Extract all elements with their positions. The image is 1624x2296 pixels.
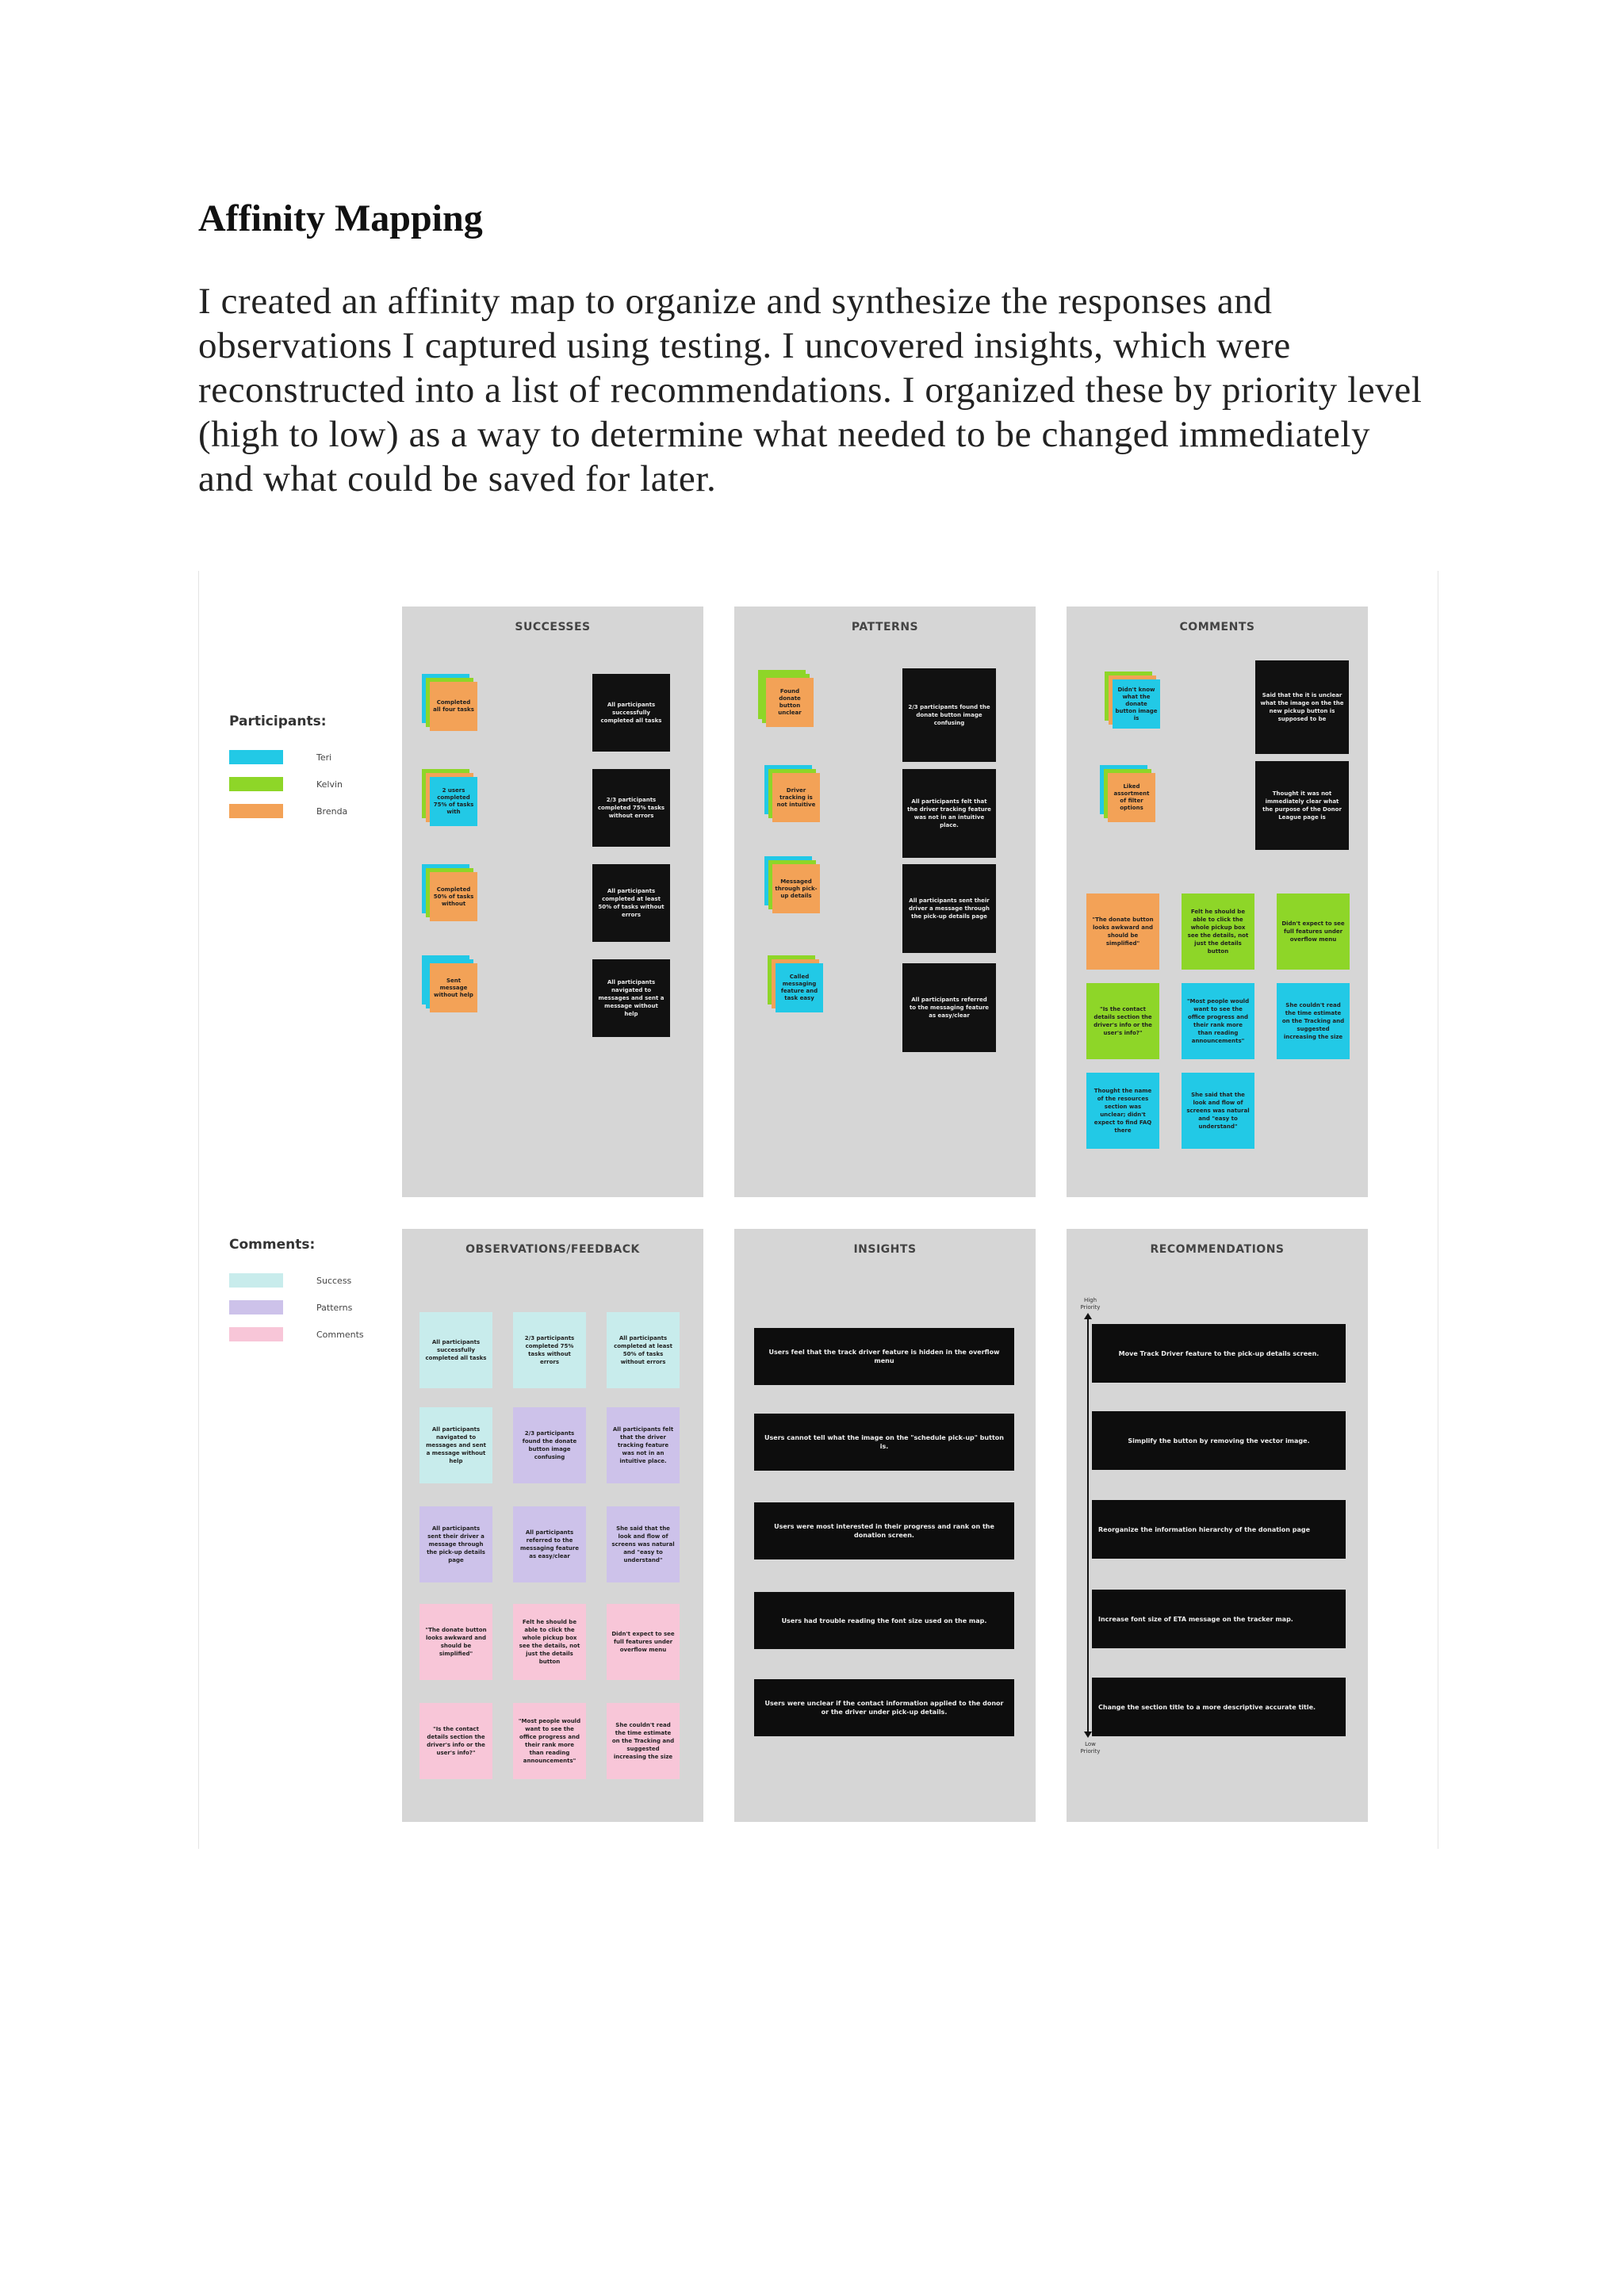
- sticky-stack: [764, 765, 822, 822]
- summary-note: All participants navigated to messages and sent a message without help: [592, 959, 670, 1037]
- legend-label: Teri: [316, 752, 332, 763]
- observation-card: All participants successfully completed all tasks: [419, 1312, 492, 1388]
- sticky-stack: [1100, 765, 1157, 822]
- observation-card: "The donate button looks awkward and should be simplified": [419, 1604, 492, 1680]
- observation-card: "Most people would want to see the office progress and their rank more than reading announcements": [513, 1703, 586, 1779]
- patterns-swatch: [229, 1300, 283, 1314]
- legend-row: [229, 1267, 364, 1294]
- sticky-stack: [768, 955, 825, 1012]
- arrow-up-icon: [1084, 1313, 1092, 1319]
- sticky-stack: [758, 670, 815, 727]
- comment-card: "The donate button looks awkward and should be simplified": [1086, 894, 1159, 970]
- comments-legend-title: Comments:: [229, 1237, 316, 1253]
- sticky-stack: [422, 955, 479, 1012]
- green-swatch: [229, 777, 283, 791]
- summary-note: Thought it was not immediately clear what the purpose of the Donor League page is: [1255, 761, 1349, 850]
- observation-card: "Is the contact details section the driver's info or the user's info?": [419, 1703, 492, 1779]
- comments-legend: [229, 1237, 364, 1348]
- sticky-note: Found donate button unclear: [766, 678, 814, 727]
- successes-panel: [402, 607, 703, 1197]
- comment-card: She couldn't read the time estimate on the Tracking and suggested increasing the size: [1277, 983, 1350, 1059]
- summary-note: All participants completed at least 50% of tasks without errors: [592, 864, 670, 942]
- observation-card: She said that the look and flow of screens was natural and "easy to understand": [607, 1506, 680, 1582]
- insights-panel: [734, 1229, 1036, 1822]
- legend-label: Patterns: [316, 1302, 353, 1313]
- priority-axis: [1087, 1319, 1089, 1732]
- legend-label: Comments: [316, 1329, 364, 1340]
- sticky-note: Liked assortment of filter options: [1108, 773, 1155, 822]
- panel-title: PATTERNS: [851, 621, 919, 633]
- patterns-panel: [734, 607, 1036, 1197]
- recommendation-note: Simplify the button by removing the vector image.: [1092, 1411, 1346, 1470]
- affinity-map-image: [198, 571, 1438, 1849]
- insight-note: Users were unclear if the contact information applied to the donor or the driver under pick-up details.: [754, 1679, 1014, 1736]
- summary-note: All participants sent their driver a message through the pick-up details page: [902, 864, 996, 953]
- comments-swatch: [229, 1327, 283, 1341]
- success-swatch: [229, 1273, 283, 1288]
- insight-note: Users cannot tell what the image on the "schedule pick-up" button is.: [754, 1414, 1014, 1471]
- observation-card: 2/3 participants found the donate button image confusing: [513, 1407, 586, 1483]
- comment-card: Thought the name of the resources section was unclear; didn't expect to find FAQ there: [1086, 1073, 1159, 1149]
- recommendation-note: Change the section title to a more descriptive accurate title.: [1092, 1678, 1346, 1736]
- sticky-stack: [764, 856, 822, 913]
- insight-note: Users were most interested in their progress and rank on the donation screen.: [754, 1502, 1014, 1559]
- sticky-stack: [422, 769, 479, 826]
- observation-card: All participants sent their driver a message through the pick-up details page: [419, 1506, 492, 1582]
- panel-title: INSIGHTS: [853, 1243, 917, 1256]
- summary-note: 2/3 participants found the donate button image confusing: [902, 668, 996, 762]
- observation-card: 2/3 participants completed 75% tasks without errors: [513, 1312, 586, 1388]
- page-title: Affinity Mapping: [198, 197, 483, 239]
- observation-card: All participants felt that the driver tracking feature was not in an intuitive place.: [607, 1407, 680, 1483]
- comments-panel: [1067, 607, 1368, 1197]
- insight-note: Users feel that the track driver feature is hidden in the overflow menu: [754, 1328, 1014, 1385]
- panel-title: RECOMMENDATIONS: [1150, 1243, 1285, 1256]
- panel-title: SUCCESSES: [515, 621, 591, 633]
- comment-card: "Most people would want to see the office progress and their rank more than reading announcements": [1182, 983, 1254, 1059]
- legend-row: [229, 1321, 364, 1348]
- sticky-note: Completed 50% of tasks without: [430, 872, 477, 921]
- insight-note: Users had trouble reading the font size used on the map.: [754, 1592, 1014, 1649]
- summary-note: All participants referred to the messaging feature as easy/clear: [902, 963, 996, 1052]
- legend-row: [229, 771, 347, 798]
- participants-legend: [229, 714, 347, 825]
- sticky-stack: [422, 674, 479, 731]
- sticky-note: Sent message without help: [430, 963, 477, 1012]
- legend-row: [229, 1294, 364, 1321]
- participants-legend-title: Participants:: [229, 714, 327, 729]
- sticky-note: Called messaging feature and task easy: [776, 963, 823, 1012]
- legend-label: Brenda: [316, 806, 348, 817]
- sticky-note: Driver tracking is not intuitive: [772, 773, 820, 822]
- recommendation-note: Reorganize the information hierarchy of the donation page: [1092, 1500, 1346, 1559]
- high-priority-label: High Priority: [1080, 1297, 1101, 1311]
- observations-panel: [402, 1229, 703, 1822]
- sticky-note: Completed all four tasks: [430, 682, 477, 731]
- summary-note: All participants felt that the driver tracking feature was not in an intuitive place.: [902, 769, 996, 858]
- arrow-down-icon: [1084, 1732, 1092, 1738]
- observation-card: Felt he should be able to click the whole pickup box see the details, not just the details button: [513, 1604, 586, 1680]
- sticky-stack: [422, 864, 479, 921]
- intro-paragraph: I created an affinity map to organize and synthesize the responses and observations I captured using testing. I uncovered insights, which were reconstructed into a list of recommendations. I organized these by priority level (high to low) as a way to determine what needed to be changed immediately and what could be saved for later.: [198, 281, 1423, 499]
- comment-card: Didn't expect to see full features under overflow menu: [1277, 894, 1350, 970]
- panel-title: COMMENTS: [1179, 621, 1255, 633]
- observation-card: All participants completed at least 50% of tasks without errors: [607, 1312, 680, 1388]
- summary-note: 2/3 participants completed 75% tasks without errors: [592, 769, 670, 847]
- legend-row: [229, 744, 347, 771]
- observation-card: Didn't expect to see full features under overflow menu: [607, 1604, 680, 1680]
- observation-card: She couldn't read the time estimate on the Tracking and suggested increasing the size: [607, 1703, 680, 1779]
- recommendation-note: Increase font size of ETA message on the tracker map.: [1092, 1590, 1346, 1648]
- legend-label: Success: [316, 1275, 352, 1286]
- sticky-note: 2 users completed 75% of tasks with: [430, 777, 477, 826]
- sticky-note: Didn't know what the donate button image is: [1113, 679, 1160, 729]
- observation-card: All participants navigated to messages and sent a message without help: [419, 1407, 492, 1483]
- sticky-stack: [1105, 672, 1162, 729]
- recommendations-panel: [1067, 1229, 1368, 1822]
- low-priority-label: Low Priority: [1080, 1741, 1101, 1755]
- recommendation-note: Move Track Driver feature to the pick-up details screen.: [1092, 1324, 1346, 1383]
- observation-card: All participants referred to the messaging feature as easy/clear: [513, 1506, 586, 1582]
- legend-row: [229, 798, 347, 825]
- comment-card: Felt he should be able to click the whole pickup box see the details, not just the details button: [1182, 894, 1254, 970]
- sticky-note: Messaged through pick-up details: [772, 864, 820, 913]
- summary-note: All participants successfully completed all tasks: [592, 674, 670, 752]
- legend-label: Kelvin: [316, 779, 343, 790]
- comment-card: She said that the look and flow of screens was natural and "easy to understand": [1182, 1073, 1254, 1149]
- panel-title: OBSERVATIONS/FEEDBACK: [465, 1243, 640, 1256]
- orange-swatch: [229, 804, 283, 818]
- teal-swatch: [229, 750, 283, 764]
- comment-card: "Is the contact details section the driver's info or the user's info?": [1086, 983, 1159, 1059]
- summary-note: Said that the it is unclear what the image on the the new pickup button is supposed to be: [1255, 660, 1349, 754]
